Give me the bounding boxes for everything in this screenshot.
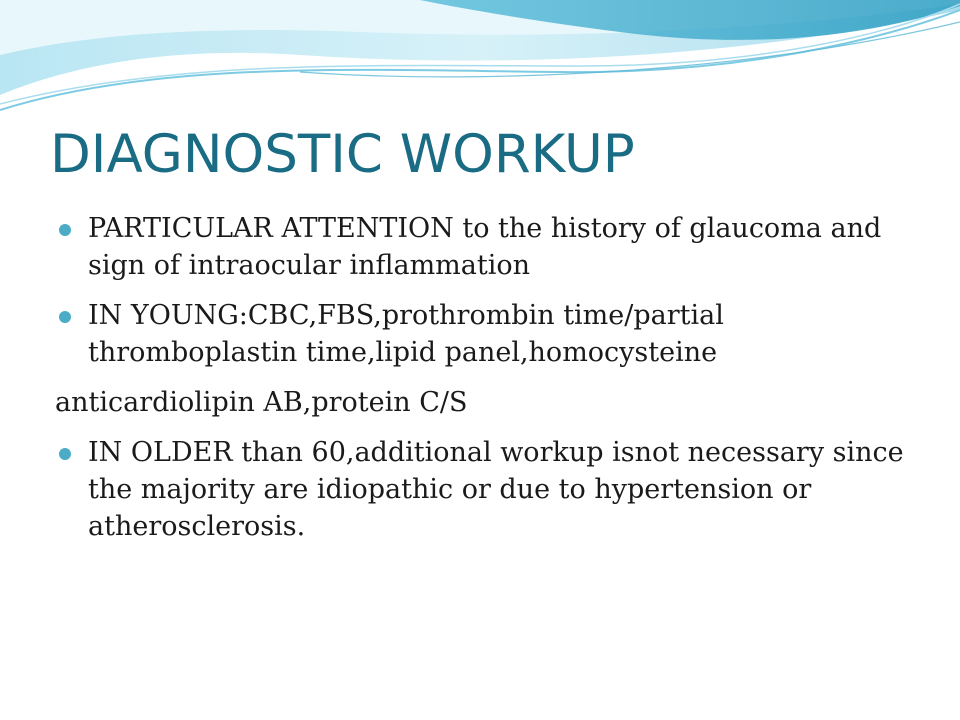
list-item-text: anticardiolipin AB,protein C/S	[55, 387, 468, 418]
slide-body	[55, 210, 915, 558]
bullet-dot-icon	[59, 311, 71, 323]
list-item-text: IN YOUNG:CBC,FBS,prothrombin time/partial thromboplastin time,lipid panel,homocysteine	[88, 300, 724, 368]
list-item	[55, 297, 915, 371]
bullet-dot-icon	[59, 224, 71, 236]
list-item-text: PARTICULAR ATTENTION to the history of glaucoma and sign of intraocular inflammation	[88, 213, 882, 281]
header-wave-decoration	[0, 0, 960, 120]
list-item	[55, 210, 915, 284]
list-item-text: IN OLDER than 60,additional workup isnot necessary since the majority are idiopathic or due to hypertension or atherosclerosis.	[88, 437, 904, 542]
list-item-continuation	[55, 384, 915, 421]
slide-title: DIAGNOSTIC WORKUP	[50, 124, 635, 185]
bullet-dot-icon	[59, 448, 71, 460]
list-item	[55, 434, 915, 545]
